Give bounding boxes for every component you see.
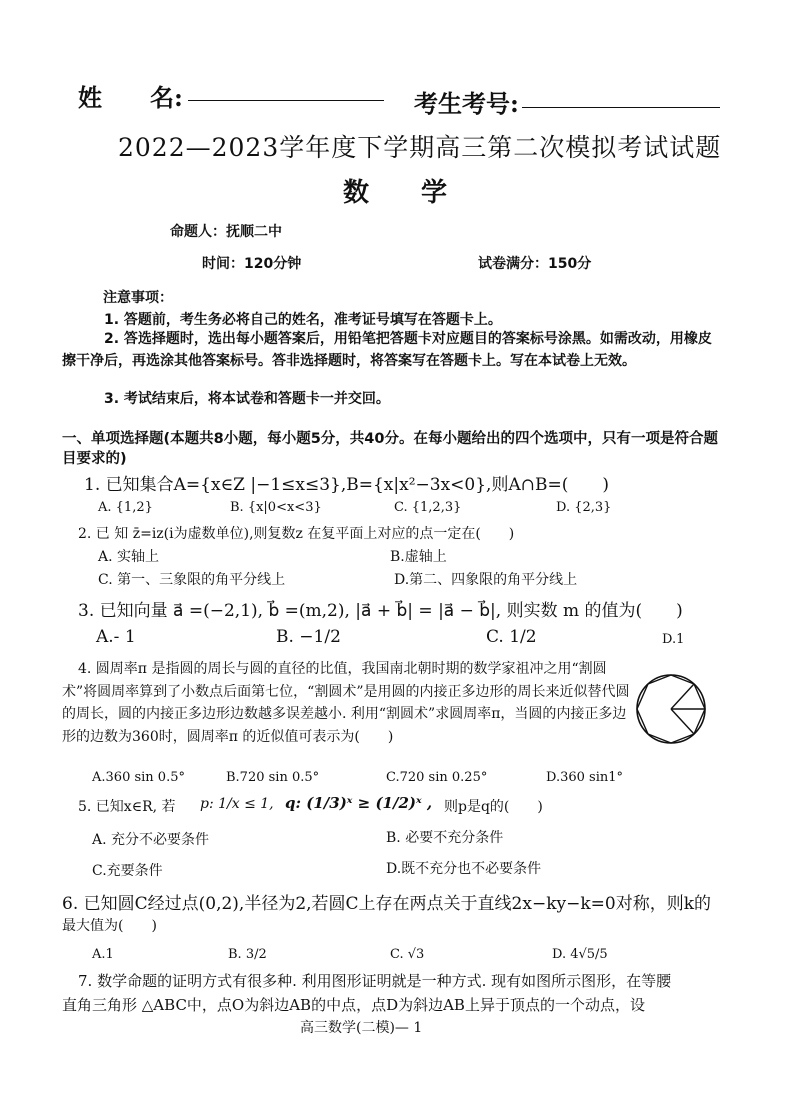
q4-stem: 4. 圆周率π 是指圆的周长与圆的直径的比值，我国南北朝时期的数学家祖冲之用“割圆术”将圆周率算到了小数点后面第七位，“割圆术”是用圆的内接正多边形的周长来近似替代圆的周长，圆的内接正多边形边数越多误差越小. 利用“割圆术”求圆周率π，当圆的内接正多边形的边数为360时，圆周率π 的近似值可表示为( ) xyxy=(62,661,630,745)
q2-option-a[interactable]: A. 实轴上 xyxy=(98,549,160,565)
q5-stem-pre: 5. 已知x∈R, 若 xyxy=(78,799,176,815)
q3-stem: 3. 已知向量 a⃗ =(−2,1), b⃗ =(m,2), |a⃗ + b⃗| = |a⃗ − b⃗|, 则实数 m 的值为( ) xyxy=(78,601,683,621)
exam-title: 2022—2023学年度下学期高三第二次模拟考试试题 xyxy=(118,133,722,162)
notice-item-3: 3. 考试结束后，将本试卷和答题卡一并交回。 xyxy=(104,391,390,407)
notice-heading: 注意事项： xyxy=(103,290,173,306)
q5-option-b[interactable]: B. 必要不充分条件 xyxy=(386,830,504,846)
q1-option-d[interactable]: D. {2,3} xyxy=(556,500,612,515)
inscribed-polygon-figure xyxy=(634,664,708,754)
q3-option-c[interactable]: C. 1/2 xyxy=(486,627,537,647)
q2-option-d[interactable]: D.第二、四象限的角平分线上 xyxy=(394,572,578,588)
q3-option-b[interactable]: B. −1/2 xyxy=(276,627,341,647)
q6-option-d[interactable]: D. 4√5/5 xyxy=(552,947,608,962)
q4-option-b[interactable]: B.720 sin 0.5° xyxy=(226,770,320,785)
q4-option-d[interactable]: D.360 sin1° xyxy=(546,770,624,785)
name-blank[interactable] xyxy=(188,100,384,101)
q2-stem: 2. 已 知 z̄=iz(i为虚数单位),则复数z 在复平面上对应的点一定在( ) xyxy=(78,526,515,542)
q5-option-a[interactable]: A. 充分不必要条件 xyxy=(92,832,210,848)
exam-time: 时间：120分钟 xyxy=(202,256,302,272)
q6-option-c[interactable]: C. √3 xyxy=(390,947,425,962)
q3-option-d[interactable]: D.1 xyxy=(662,632,685,647)
q3-option-a[interactable]: A.- 1 xyxy=(96,627,136,647)
exam-id-blank[interactable] xyxy=(522,107,720,108)
q1-stem: 1. 已知集合A={x∈Z |−1≤x≤3},B={x|x²−3x<0},则A∩B=( ) xyxy=(84,475,609,495)
q2-option-b[interactable]: B.虚轴上 xyxy=(390,549,447,565)
q5-condition-p: p: 1/x ≤ 1, xyxy=(200,796,274,812)
q2-option-c[interactable]: C. 第一、三象限的角平分线上 xyxy=(98,572,286,588)
page-footer: 高三数学(二模)— 1 xyxy=(300,1020,423,1036)
q1-option-b[interactable]: B. {x|0<x<3} xyxy=(230,500,322,515)
q6-option-b[interactable]: B. 3/2 xyxy=(228,947,267,962)
q7-stem-line-2: 直角三角形 △ABC中，点O为斜边AB的中点，点D为斜边AB上异于顶点的一个动点，设 xyxy=(62,996,645,1014)
q6-stem-line-2: 最大值为( ) xyxy=(62,918,157,934)
notice-item-1: 1. 答题前，考生务必将自己的姓名，准考证号填写在答题卡上。 xyxy=(104,312,502,328)
section-1-heading: 一、单项选择题(本题共8小题，每小题5分，共40分。在每小题给出的四个选项中，只有一项是符合题目要求的) xyxy=(62,431,718,467)
q6-stem-line-1: 6. 已知圆C经过点(0,2),半径为2,若圆C上存在两点关于直线2x−ky−k=0对称，则k的 xyxy=(62,894,712,914)
name-label: 姓 名: xyxy=(78,83,183,112)
notice-item-2: 2. 答选择题时，选出每小题答案后，用铅笔把答题卡对应题目的答案标号涂黑。如需改动，用橡皮擦干净后，再选涂其他答案标号。答非选择题时，将答案写在答题卡上。写在本试卷上无效。 xyxy=(62,331,712,369)
q4-option-c[interactable]: C.720 sin 0.25° xyxy=(386,770,488,785)
figure-radius xyxy=(671,684,694,709)
q5-option-c[interactable]: C.充要条件 xyxy=(92,863,163,879)
exam-id-label: 考生考号: xyxy=(414,89,519,118)
q1-option-a[interactable]: A. {1,2} xyxy=(98,500,153,515)
figure-radius xyxy=(671,709,694,734)
q6-option-a[interactable]: A.1 xyxy=(92,947,114,962)
q7-stem-line-1: 7. 数学命题的证明方式有很多种. 利用图形证明就是一种方式. 现有如图所示图形，在等腰 xyxy=(78,972,672,990)
setter: 命题人：抚顺二中 xyxy=(170,224,282,240)
q5-stem-post: 则p是q的( ) xyxy=(444,799,543,815)
subject-title: 数 学 xyxy=(343,178,448,208)
q5-condition-q: q: (1/3)ˣ ≥ (1/2)ˣ , xyxy=(285,794,433,812)
q5-option-d[interactable]: D.既不充分也不必要条件 xyxy=(386,861,542,877)
full-score: 试卷满分：150分 xyxy=(478,256,592,272)
q1-option-c[interactable]: C. {1,2,3} xyxy=(394,500,462,515)
q4-option-a[interactable]: A.360 sin 0.5° xyxy=(92,770,185,785)
